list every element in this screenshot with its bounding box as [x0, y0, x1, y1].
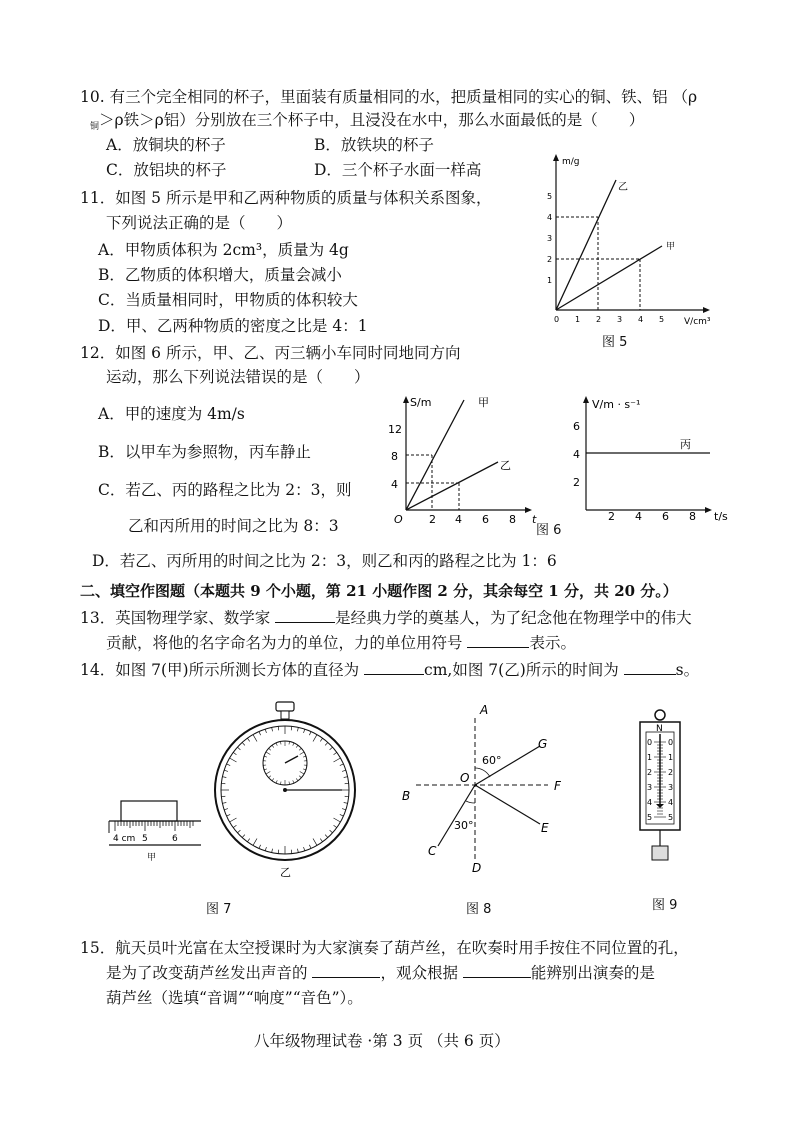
fig9-scale-4-left: 4 — [647, 798, 653, 807]
fig7-ruler-label-4: 4 cm — [113, 834, 136, 844]
q15-text-a: 是为了改变葫芦丝发出声音的 — [106, 964, 313, 982]
q15-line3: 葫芦丝（选填“音调”“响度”“音色”）。 — [106, 989, 363, 1007]
q14-text-c: s。 — [675, 661, 700, 679]
q15-line1: 15．航天员叶光富在太空授课时为大家演奏了葫芦丝，在吹奏时用手按住不同位置的孔， — [80, 939, 689, 957]
figure-6-caption: 图 6 — [536, 523, 562, 538]
fig6-vt-ytick-6: 6 — [573, 420, 580, 433]
q10-option-d: D．三个杯子水面一样高 — [314, 161, 482, 179]
fig8-label-g: G — [538, 737, 548, 751]
stopwatch-crown-icon — [276, 702, 294, 711]
fig6-vt-ylabel: V/m · s⁻¹ — [592, 398, 641, 411]
fig6-st-origin: O — [394, 513, 403, 526]
fig6-st-xtick-6: 6 — [482, 513, 489, 526]
figure-8-reflection-diagram — [398, 700, 568, 880]
fig5-ytick-3: 3 — [547, 234, 553, 243]
fig7-block — [121, 801, 177, 821]
figure-7-stopwatch — [210, 700, 360, 880]
fig8-label-a: A — [480, 703, 489, 717]
fig9-hook-ring — [655, 710, 665, 720]
stopwatch-stem — [281, 711, 289, 719]
q11-option-b: B．乙物质的体积增大，质量会减小 — [98, 266, 342, 284]
figure-6-s-t-graph — [388, 392, 548, 532]
q14-blank-2[interactable] — [624, 660, 676, 675]
section-2-title: 二、填空作图题（本题共 9 个小题，第 21 小题作图 2 分，其余每空 1 分，共 20 分。） — [80, 582, 678, 600]
fig8-label-c: C — [428, 844, 437, 858]
fig6-st-ytick-12: 12 — [388, 423, 402, 436]
fig9-scale-0-left: 0 — [647, 738, 653, 747]
q10-line2-text: ＞ρ铁＞ρ铝）分别放在三个杯子中，且浸没在水中，那么水面最低的是（ ） — [99, 111, 645, 129]
figure-7-caption: 图 7 — [206, 902, 232, 917]
fig5-label-jia: 甲 — [666, 242, 676, 252]
fig5-line-jia — [556, 246, 662, 310]
q15-text-c: 能辨别出演奏的是 — [530, 964, 655, 982]
q12-option-a: A．甲的速度为 4m/s — [98, 405, 245, 423]
fig5-ytick-1: 1 — [547, 276, 553, 285]
fig5-xlabel: V/cm³ — [684, 317, 711, 327]
q11-line2: 下列说法正确的是（ ） — [106, 214, 293, 232]
fig6-st-ylabel: S/m — [410, 396, 432, 409]
q13-text-a: 13．英国物理学家、数学家 — [80, 609, 276, 627]
q13-line2 — [106, 633, 576, 653]
fig6-vt-ytick-4: 4 — [573, 448, 580, 461]
q13-text-b: 是经典力学的奠基人，为了纪念他在物理学中的伟大 — [335, 609, 692, 627]
fig6-vt-x-arrow — [705, 507, 712, 513]
fig9-scale-1-right: 1 — [668, 753, 674, 762]
fig9-scale-5-right: 5 — [668, 813, 674, 822]
fig6-vt-label-bing: 丙 — [680, 438, 691, 451]
q12-option-c-line1: C．若乙、丙的路程之比为 2：3，则 — [98, 481, 352, 499]
fig6-vt-ytick-2: 2 — [573, 476, 580, 489]
fig5-line-yi — [556, 180, 616, 310]
q14-line — [80, 660, 699, 680]
q12-option-b: B．以甲车为参照物，丙车静止 — [98, 443, 311, 461]
fig6-vt-y-arrow — [583, 396, 589, 403]
fig5-y-arrow — [553, 154, 559, 161]
fig6-st-xtick-4: 4 — [455, 513, 462, 526]
fig8-label-o: O — [460, 771, 470, 785]
q12-option-d: D．若乙、丙所用的时间之比为 2：3，则乙和丙的路程之比为 1：6 — [92, 552, 557, 570]
fig5-xtick-4: 4 — [638, 315, 644, 324]
q13-blank-1[interactable] — [275, 608, 335, 623]
fig6-vt-xtick-2: 2 — [608, 510, 615, 523]
fig9-scale-5-left: 5 — [647, 813, 653, 822]
q11-option-d: D．甲、乙两种物质的密度之比是 4：1 — [98, 317, 368, 335]
fig5-xtick-1: 1 — [575, 315, 581, 324]
fig5-ytick-2: 2 — [547, 255, 553, 264]
q13-blank-2[interactable] — [467, 633, 529, 648]
q15-text-b: ，观众根据 — [380, 964, 463, 982]
fig8-angle-60: 60° — [482, 754, 502, 767]
q11-line1: 11．如图 5 所示是甲和乙两种物质的质量与体积关系图象， — [80, 189, 492, 207]
page-footer: 八年级物理试卷 ·第 3 页 （共 6 页） — [254, 1032, 510, 1050]
q12-line2: 运动，那么下列说法错误的是（ ） — [106, 368, 370, 386]
fig5-xtick-5: 5 — [659, 315, 665, 324]
fig6-st-xtick-8: 8 — [509, 513, 516, 526]
fig8-angle-arc-top — [475, 768, 490, 777]
fig5-xtick-0: 0 — [554, 315, 560, 324]
fig8-ray-oc — [438, 785, 475, 846]
fig8-ray-oe — [475, 785, 540, 824]
fig8-label-d: D — [472, 861, 482, 875]
fig5-xtick-3: 3 — [617, 315, 623, 324]
figure-9-caption: 图 9 — [652, 898, 678, 913]
fig9-scale-2-left: 2 — [647, 768, 653, 777]
fig6-vt-xtick-6: 6 — [662, 510, 669, 523]
fig5-ytick-5: 5 — [547, 192, 553, 201]
q15-blank-1[interactable] — [312, 963, 380, 978]
fig8-label-f: F — [554, 779, 561, 793]
fig5-ylabel: m/g — [562, 157, 580, 167]
q11-option-a: A．甲物质体积为 2cm³，质量为 4g — [98, 241, 349, 259]
fig9-scale-3-left: 3 — [647, 783, 653, 792]
q14-text-a: 14．如图 7(甲)所示所测长方体的直径为 — [80, 661, 365, 679]
fig6-st-label-jia: 甲 — [478, 396, 489, 409]
fig9-scale-2-right: 2 — [668, 768, 674, 777]
q10-option-c: C．放铝块的杯子 — [106, 161, 227, 179]
fig5-label-yi: 乙 — [618, 182, 628, 193]
fig7-ruler-caption: 甲 — [147, 853, 157, 863]
q12-line1: 12．如图 6 所示，甲、乙、丙三辆小车同时同地同方向 — [80, 344, 461, 362]
fig9-scale-0-right: 0 — [668, 738, 674, 747]
figure-6-v-t-graph — [568, 392, 738, 532]
fig6-st-y-arrow — [403, 396, 409, 403]
q14-blank-1[interactable] — [364, 660, 424, 675]
q15-line2 — [106, 963, 655, 983]
fig6-st-xtick-2: 2 — [429, 513, 436, 526]
fig7-ruler-ticks — [115, 821, 193, 831]
figure-9-spring-scale — [630, 708, 700, 873]
q13-text-d: 表示。 — [529, 634, 576, 652]
fig9-scale-4-right: 4 — [668, 798, 674, 807]
fig8-label-e: E — [541, 821, 549, 835]
fig9-weight — [652, 846, 668, 860]
fig6-vt-xtick-8: 8 — [689, 510, 696, 523]
fig8-angle-arc-bottom — [466, 801, 475, 803]
q10-rho-subscript: 铜 — [90, 122, 100, 133]
fig8-angle-30: 30° — [454, 819, 474, 832]
fig6-vt-xlabel: t/s — [714, 510, 728, 523]
figure-5-caption: 图 5 — [602, 335, 628, 350]
fig8-label-b: B — [402, 789, 411, 803]
q10-line2 — [90, 110, 644, 137]
q14-text-b: cm,如图 7(乙)所示的时间为 — [424, 661, 624, 679]
fig9-scale-1-left: 1 — [647, 753, 653, 762]
q10-line1: 10. 有三个完全相同的杯子，里面装有质量相同的水，把质量相同的实心的铜、铁、铝 （ρ — [80, 88, 698, 106]
fig6-vt-xtick-4: 4 — [635, 510, 642, 523]
fig6-st-line-jia — [406, 400, 464, 510]
q15-blank-2[interactable] — [463, 963, 531, 978]
q13-line1 — [80, 608, 692, 628]
stopwatch-center-pin — [283, 788, 287, 792]
q13-text-c: 贡献，将他的名字命名为力的单位，力的单位用符号 — [106, 634, 468, 652]
fig6-st-x-arrow — [525, 507, 532, 513]
q11-option-c: C．当质量相同时，甲物质的体积较大 — [98, 291, 358, 309]
fig6-st-label-yi: 乙 — [500, 459, 511, 472]
figure-5-graph — [538, 150, 713, 350]
fig9-scale-3-right: 3 — [668, 783, 674, 792]
fig6-st-ytick-4: 4 — [391, 478, 398, 491]
fig7-stopwatch-caption: 乙 — [280, 866, 291, 879]
fig9-unit-label: N — [656, 724, 663, 734]
figure-8-caption: 图 8 — [466, 902, 492, 917]
figure-7-ruler — [105, 795, 205, 870]
q10-option-b: B．放铁块的杯子 — [314, 136, 434, 154]
fig5-xtick-2: 2 — [596, 315, 602, 324]
fig6-st-line-yi — [406, 462, 498, 510]
fig6-st-xlabel: t — [532, 513, 537, 526]
q10-option-a: A．放铜块的杯子 — [106, 136, 226, 154]
fig7-ruler-label-6: 6 — [172, 834, 178, 844]
fig5-x-arrow — [703, 307, 710, 313]
fig5-ytick-4: 4 — [547, 213, 553, 222]
q12-option-c-line2: 乙和丙所用的时间之比为 8：3 — [128, 517, 339, 535]
fig6-st-ytick-8: 8 — [391, 450, 398, 463]
fig7-ruler-label-5: 5 — [142, 834, 148, 844]
